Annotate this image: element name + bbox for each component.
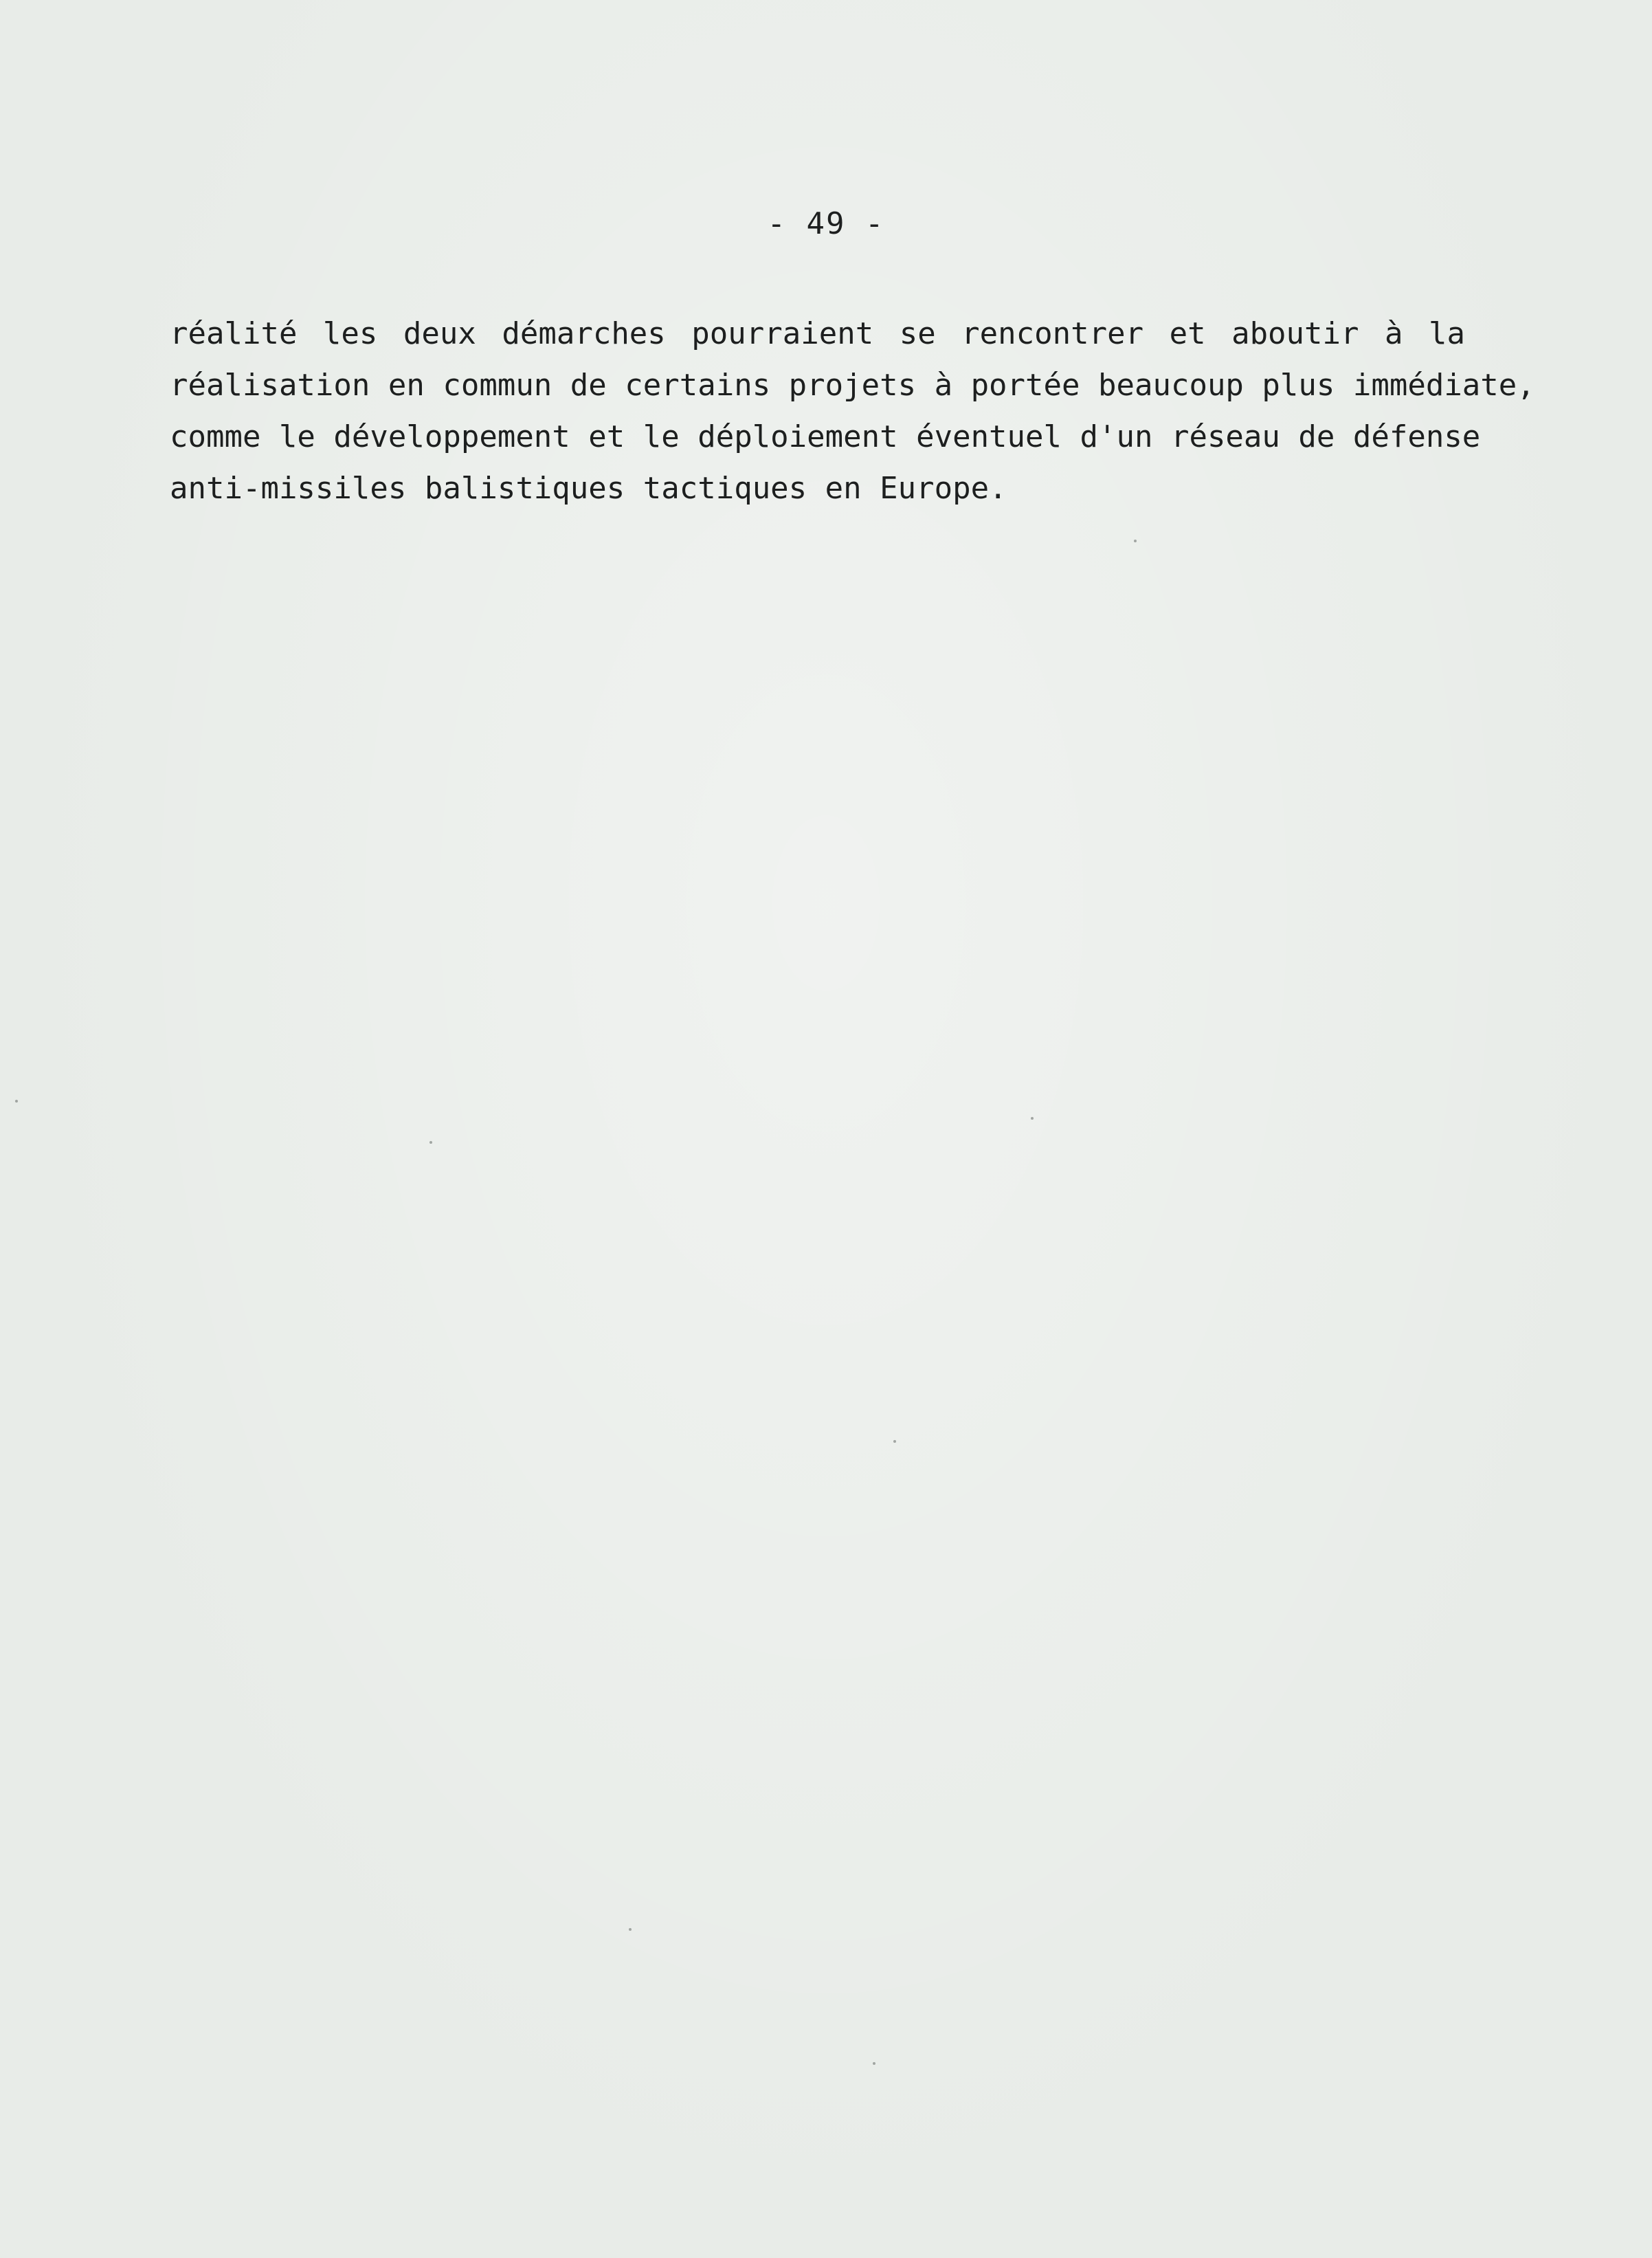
paper-speck <box>629 1928 632 1931</box>
paper-speck <box>15 1100 18 1103</box>
paragraph-line-4: anti-missiles balistiques tactiques en Europe. <box>170 471 1007 506</box>
paragraph-line-2: réalisation en commun de certains projets à portée beaucoup plus immédiate, <box>170 368 1535 403</box>
paper-speck <box>1031 1117 1034 1120</box>
page-number: - 49 - <box>767 206 885 241</box>
paper-speck <box>429 1141 432 1144</box>
paper-speck <box>873 2062 875 2065</box>
paragraph-line-1: réalité les deux démarches pourraient se rencontrer et aboutir à la <box>170 316 1465 351</box>
paper-speck <box>893 1440 896 1443</box>
body-paragraph <box>170 308 1535 514</box>
paper-speck <box>1134 540 1137 542</box>
paragraph-line-3: comme le développement et le déploiement éventuel d'un réseau de défense <box>170 419 1481 454</box>
